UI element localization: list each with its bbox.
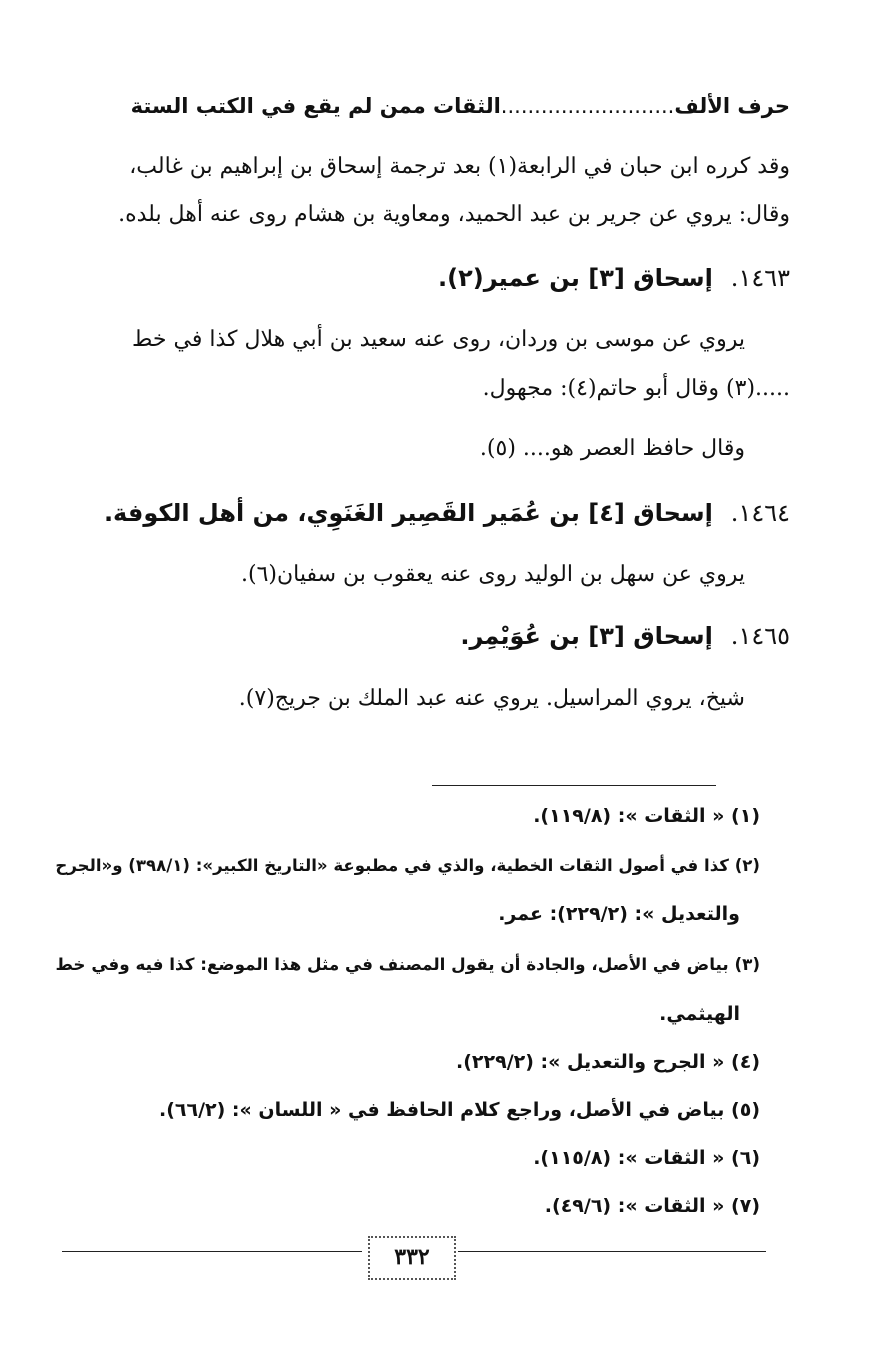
entry-1463-line-1: يروي عن موسى بن وردان، روى عنه سعيد بن أبي هلال كذا في خط [132,327,745,352]
header-dots: .......................... [500,94,675,118]
footnote-separator [432,785,716,786]
page-number: ٣٣٢ [368,1236,456,1280]
entry-1465-line-1: شيخ، يروي المراسيل. يروي عنه عبد الملك بن جريج(٧). [238,686,745,711]
footnote-6: (٦) « الثقات »: (١١٥/٨). [533,1147,760,1169]
footnote-2-cont: والتعديل »: (٢٢٩/٢): عمر. [498,903,740,925]
entry-title: إسحاق [٣] بن عُوَيْمِر. [460,622,713,650]
intro-line-2: وقال: يروي عن جرير بن عبد الحميد، ومعاوية بن هشام روى عنه أهل بلده. [118,202,790,227]
bottom-rule-left [62,1251,362,1252]
entry-title: إسحاق [٤] بن عُمَير القَصِير الغَنَوِي، من أهل الكوفة. [103,499,713,527]
entry-number: ١٤٦٣. [730,264,790,292]
footnote-2: (٢) كذا في أصول الثقات الخطية، والذي في مطبوعة «التاريخ الكبير»: (٣٩٨/١) و«الجرح [55,856,760,875]
footnote-1: (١) « الثقات »: (١١٩/٨). [533,805,760,827]
entry-1463-line-3: وقال حافظ العصر هو.... (٥). [479,436,745,461]
book-title: الثقات ممن لم يقع في الكتب الستة [130,94,501,118]
entry-heading-1463 [438,258,790,298]
footnote-7: (٧) « الثقات »: (٤٩/٦). [544,1195,760,1217]
footnote-3-cont: الهيثمي. [659,1003,740,1025]
footnote-4: (٤) « الجرح والتعديل »: (٢٢٩/٢). [456,1051,760,1073]
entry-1464-line-1: يروي عن سهل بن الوليد روى عنه يعقوب بن سفيان(٦). [241,562,745,587]
running-header [100,88,790,124]
entry-number: ١٤٦٥. [730,622,790,650]
entry-heading-1465 [460,616,790,656]
intro-line-1: وقد كرره ابن حبان في الرابعة(١) بعد ترجمة إسحاق بن إبراهيم بن غالب، [129,154,790,179]
entry-number: ١٤٦٤. [730,499,790,527]
entry-heading-1464 [104,493,790,533]
footnote-3: (٣) بياض في الأصل، والجادة أن يقول المصنف في مثل هذا الموضع: كذا فيه وفي خط [55,954,760,974]
footnote-5: (٥) بياض في الأصل، وراجع كلام الحافظ في « اللسان »: (٦٦/٢). [158,1099,760,1121]
entry-1463-line-2: .....(٣) وقال أبو حاتم(٤): مجهول. [482,376,790,401]
entry-title: إسحاق [٣] بن عمير(٢). [438,264,713,292]
chapter-name: حرف الألف [674,94,790,118]
bottom-rule-right [458,1251,766,1252]
